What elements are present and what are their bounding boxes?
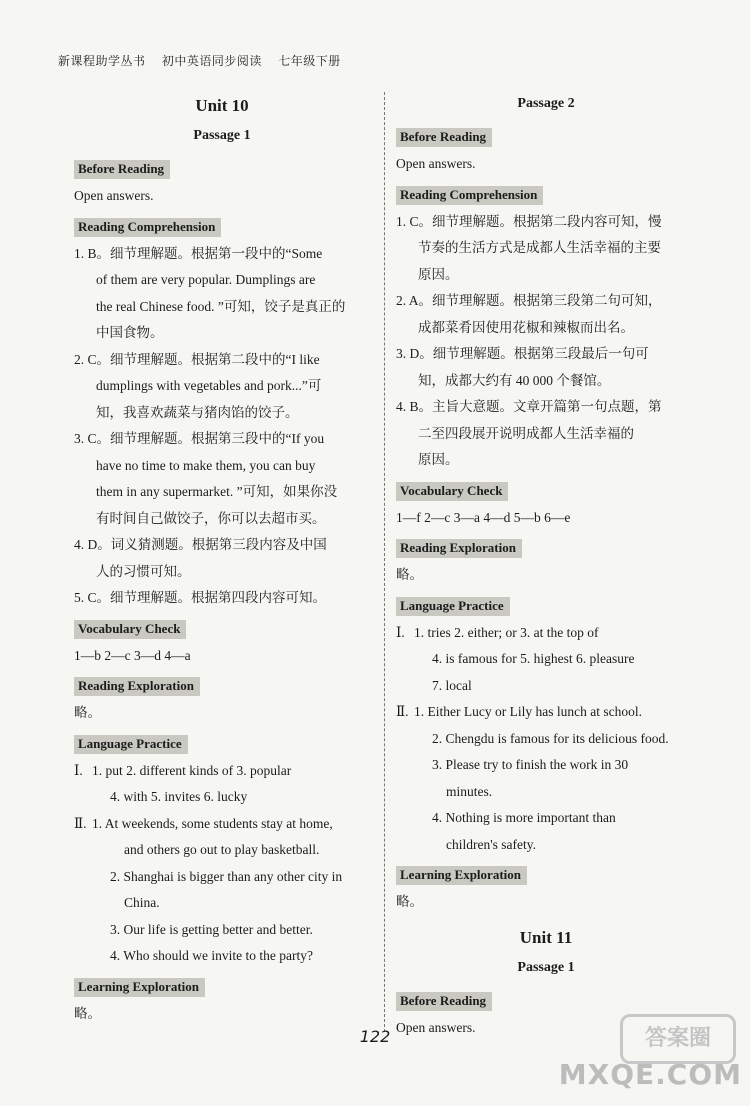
answer-line: 知，我喜欢蔬菜与猪肉馅的饺子。 <box>96 404 299 420</box>
page-number: 122 <box>359 1027 391 1046</box>
practice-part-1 <box>396 620 696 647</box>
unit-title: Unit 11 <box>519 927 573 947</box>
section-language-practice: Language Practice <box>74 735 188 754</box>
answer-line: 3. C。细节理解题。根据第三段中的“If you <box>74 431 325 446</box>
answer-text: 略。 <box>74 1005 101 1021</box>
answer-line: dumplings with vegetables and pork...”可 <box>96 378 322 393</box>
answer-line: have no time to make them, you can buy <box>96 457 316 473</box>
answer-line: 3. D。细节理解题。根据第三段最后一句可 <box>396 346 649 361</box>
answer-line: children's safety. <box>446 836 537 852</box>
answer-item <box>74 241 370 347</box>
answer-line: 5. C。细节理解题。根据第四段内容可知。 <box>74 590 327 605</box>
roman-numeral: Ⅱ. <box>74 815 87 831</box>
header-grade: 七年级下册 <box>278 54 341 68</box>
answer-item <box>396 209 696 289</box>
answer-line: 二至四段展开说明成都人生活幸福的 <box>418 425 634 441</box>
section-vocabulary-check: Vocabulary Check <box>396 482 508 501</box>
answer-line: 2. A。细节理解题。根据第三段第二句可知， <box>396 293 662 308</box>
answer-text: Open answers. <box>396 1019 476 1035</box>
answer-text: 略。 <box>74 705 101 720</box>
answer-line: 2. Chengdu is famous for its delicious food. <box>432 730 669 746</box>
section-language-practice: Language Practice <box>396 597 510 616</box>
section-vocabulary-check: Vocabulary Check <box>74 620 186 639</box>
header-series: 新课程助学丛书 <box>58 54 146 68</box>
right-column <box>396 90 696 1041</box>
answer-line: 中国食物。 <box>96 325 164 340</box>
answer-line: 4. D。词义猜测题。根据第三段内容及中国 <box>74 537 327 552</box>
unit-title: Unit 10 <box>195 96 249 115</box>
answer-line: of them are very popular. Dumplings are <box>96 272 316 287</box>
answer-line: 原因。 <box>418 452 459 467</box>
section-reading-exploration: Reading Exploration <box>74 677 200 696</box>
answer-item <box>396 341 696 394</box>
passage-title: Passage 1 <box>193 128 251 143</box>
answer-line: 1. B。细节理解题。根据第一段中的“Some <box>74 245 323 261</box>
practice-part-1 <box>74 758 370 785</box>
left-column <box>74 90 370 1027</box>
answer-line: 4. Who should we invite to the party? <box>110 948 313 963</box>
answer-line: minutes. <box>446 783 493 799</box>
practice-part-2 <box>74 811 370 838</box>
answer-line: 7. local <box>432 677 472 693</box>
answer-line: 4. with 5. invites 6. lucky <box>110 789 248 804</box>
answer-line: 4. Nothing is more important than <box>432 810 616 825</box>
answer-item <box>396 394 696 474</box>
watermark-badge: 答案圈 <box>620 1014 736 1064</box>
answer-line: 知，成都大约有 40 000 个餐馆。 <box>418 372 611 388</box>
answer-item <box>74 585 370 612</box>
answer-line: the real Chinese food. ”可知，饺子是真正的 <box>96 298 346 314</box>
section-before-reading: Before Reading <box>396 128 492 147</box>
header-book: 初中英语同步阅读 <box>161 54 262 68</box>
roman-numeral: Ⅰ. <box>74 762 83 778</box>
running-header <box>58 52 353 69</box>
answer-item <box>74 347 370 427</box>
section-learning-exploration: Learning Exploration <box>74 978 205 997</box>
answer-text: Open answers. <box>396 156 476 171</box>
answer-line: 原因。 <box>418 266 459 282</box>
answer-text: 1—f 2—c 3—a 4—d 5—b 6—e <box>396 509 571 525</box>
answer-item <box>396 288 696 341</box>
answer-line: 3. Our life is getting better and better. <box>110 921 313 937</box>
answer-text: 略。 <box>396 567 423 582</box>
answer-line: and others go out to play basketball. <box>124 842 320 857</box>
roman-numeral: Ⅱ. <box>396 704 409 719</box>
answer-line: 人的习惯可知。 <box>96 563 191 579</box>
answer-line: 2. C。细节理解题。根据第二段中的“I like <box>74 351 320 367</box>
answer-line: 成都菜肴因使用花椒和辣椒而出名。 <box>418 319 634 335</box>
answer-line: 1. At weekends, some students stay at home, <box>92 815 333 831</box>
answer-line: 4. is famous for 5. highest 6. pleasure <box>432 651 635 666</box>
answer-line: 节奏的生活方式是成都人生活幸福的主要 <box>418 240 661 255</box>
section-reading-comprehension: Reading Comprehension <box>74 218 221 237</box>
section-reading-exploration: Reading Exploration <box>396 539 522 558</box>
answer-line: 1. Either Lucy or Lily has lunch at school. <box>414 704 642 719</box>
answer-item <box>74 532 370 585</box>
passage-title: Passage 1 <box>517 959 575 975</box>
answer-line: 2. Shanghai is bigger than any other city in <box>110 868 343 884</box>
answer-line: 1. tries 2. either; or 3. at the top of <box>414 624 599 640</box>
answer-line: 4. B。主旨大意题。文章开篇第一句点题，第 <box>396 399 662 414</box>
practice-part-2 <box>396 699 696 726</box>
section-learning-exploration: Learning Exploration <box>396 866 527 885</box>
answer-line: 有时间自己做饺子，你可以去超市买。 <box>96 510 326 526</box>
section-reading-comprehension: Reading Comprehension <box>396 186 543 205</box>
section-before-reading: Before Reading <box>396 992 492 1011</box>
answer-text: 1—b 2—c 3—d 4—a <box>74 647 191 663</box>
roman-numeral: Ⅰ. <box>396 624 405 640</box>
answer-text: Open answers. <box>74 188 154 203</box>
passage-title: Passage 2 <box>517 96 575 111</box>
answer-text: 略。 <box>396 894 423 909</box>
answer-line: 1. put 2. different kinds of 3. popular <box>92 762 292 778</box>
answer-line: 1. C。细节理解题。根据第二段内容可知，慢 <box>396 213 662 229</box>
answer-line: China. <box>124 895 160 910</box>
section-before-reading: Before Reading <box>74 160 170 179</box>
answer-line: 3. Please try to finish the work in 30 <box>432 757 629 772</box>
answer-item <box>74 426 370 532</box>
column-divider <box>384 92 385 1032</box>
watermark-site: MXQE.COM <box>558 1058 742 1091</box>
answer-line: them in any supermarket. ”可知，如果你没 <box>96 484 338 499</box>
